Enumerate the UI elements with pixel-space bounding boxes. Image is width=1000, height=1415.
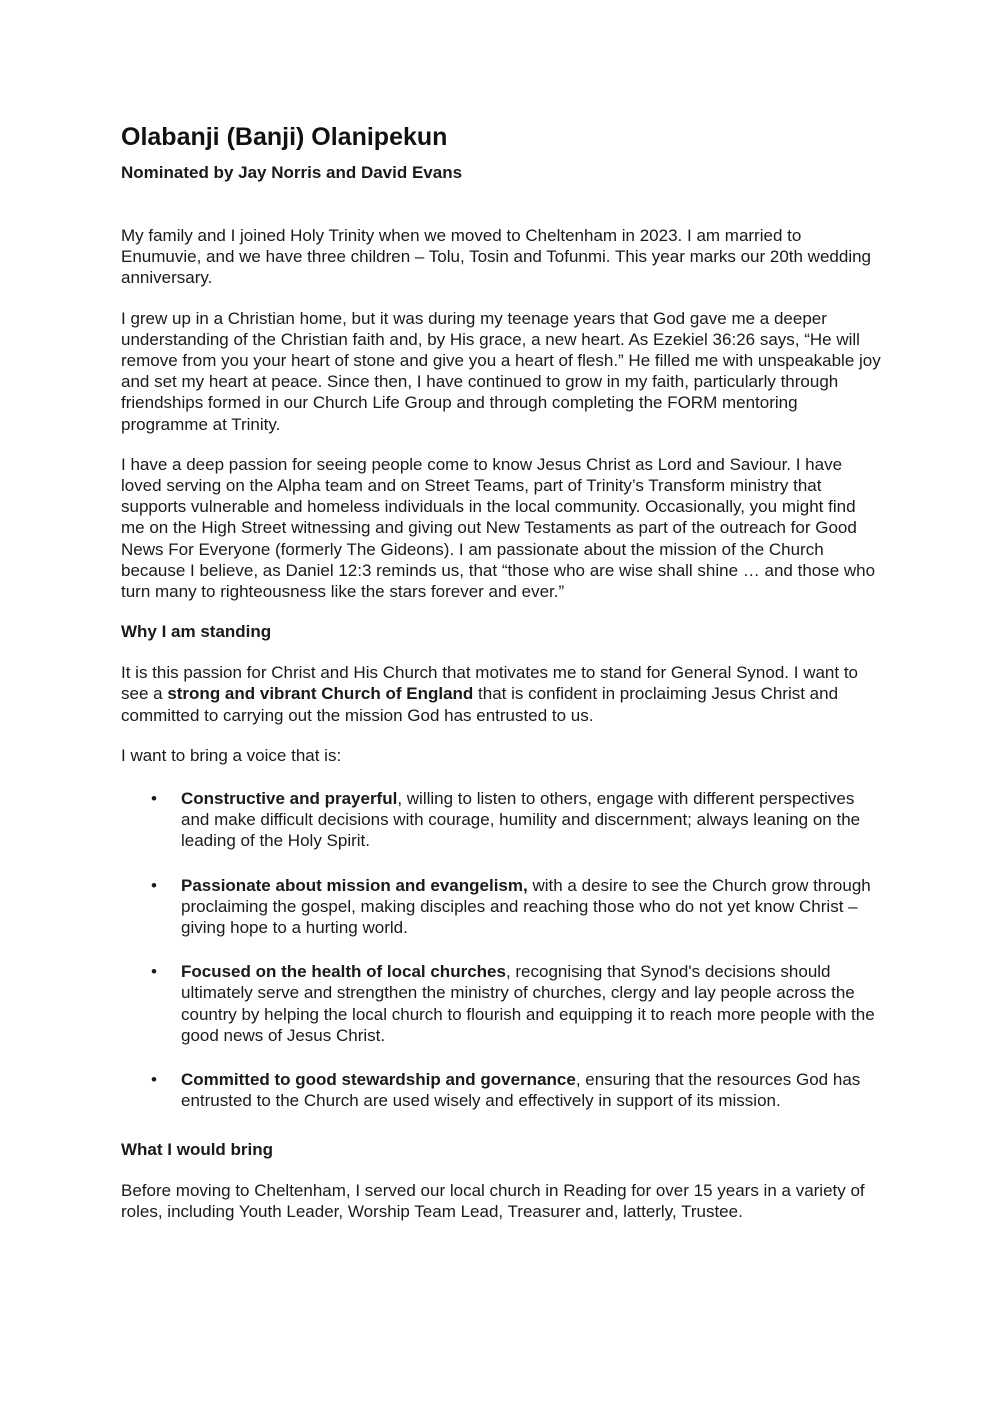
voice-bullet-list xyxy=(121,788,881,1111)
bullet-text: with a desire to see the Church grow through proclaiming the gospel, making disciples and reaching those who do not yet know Christ – giving hope to a hurting world. xyxy=(181,875,871,938)
intro-paragraph: My family and I joined Holy Trinity when we moved to Cheltenham in 2023. I am married to Enumuvie, and we have three children – Tolu, Tosin and Tofunmi. This year marks our 20th wedding anniversary. xyxy=(121,226,872,288)
document-page xyxy=(121,118,881,1222)
bullet-bold: Focused on the health of local churches xyxy=(181,962,506,982)
bullet-bold: Committed to good stewardship and governance xyxy=(181,1070,576,1090)
bullet-text: , ensuring that the resources God has entrusted to the Church are used wisely and effectively in support of its mission. xyxy=(181,1070,861,1111)
voice-intro: I want to bring a voice that is: xyxy=(121,745,342,765)
why-text-bold: strong and vibrant Church of England xyxy=(167,684,474,704)
list-item xyxy=(121,788,881,852)
list-item xyxy=(121,1069,881,1111)
bullet-icon: • xyxy=(151,875,157,895)
bullet-text: , recognising that Synod's decisions should ultimately serve and strengthen the ministry of churches, clergy and lay people across the country by helping the local church to flourish and equipping it to reach more people with the good news of Jesus Christ. xyxy=(181,962,875,1045)
bullet-icon: • xyxy=(151,962,157,982)
faith-paragraph: I grew up in a Christian home, but it was during my teenage years that God gave me a deeper understanding of the Christian faith and, by His grace, a new heart. As Ezekiel 36:26 says, “He will remove from you your heart of stone and give you a heart of flesh.” He filled me with unspeakable joy and set my heart at peace. Since then, I have continued to grow in my faith, particularly through friendships formed in our Church Life Group and through completing the FORM mentoring programme at Trinity. xyxy=(121,308,881,434)
what-bring-heading: What I would bring xyxy=(121,1139,274,1159)
bullet-bold: Passionate about mission and evangelism, xyxy=(181,875,528,895)
bullet-icon: • xyxy=(151,1070,157,1090)
what-bring-paragraph: Before moving to Cheltenham, I served our local church in Reading for over 15 years in a variety of roles, including Youth Leader, Worship Team Lead, Treasurer and, latterly, Trustee. xyxy=(121,1180,865,1221)
list-item xyxy=(121,875,881,939)
why-text-start: It is this passion for Christ and His Church that motivates me to stand for General Synod. I want to see a xyxy=(121,663,859,704)
why-standing-paragraph xyxy=(121,662,881,726)
bullet-icon: • xyxy=(151,789,157,809)
list-item xyxy=(121,961,881,1046)
why-standing-heading: Why I am standing xyxy=(121,622,272,642)
bullet-text: , willing to listen to others, engage with different perspectives and make difficult decisions with courage, humility and discernment; always leaning on the leading of the Holy Spirit. xyxy=(181,789,861,851)
candidate-name: Olabanji (Banji) Olanipekun xyxy=(121,123,448,151)
bullet-bold: Constructive and prayerful xyxy=(181,789,398,809)
passion-paragraph: I have a deep passion for seeing people come to know Jesus Christ as Lord and Saviour. I have loved serving on the Alpha team and on Street Teams, part of Trinity’s Transform ministry that supports vulnerable and homeless individuals in the local community. Occasionally, you might find me on the High Street witnessing and giving out New Testaments as part of the outreach for Good News For Everyone (formerly The Gideons). I am passionate about the mission of the Church because I believe, as Daniel 12:3 reminds us, that “those who are wise shall shine … and those who turn many to righteousness like the stars forever and ever.” xyxy=(121,454,876,602)
why-text-end: that is confident in proclaiming Jesus Christ and committed to carrying out the mission God has entrusted to us. xyxy=(121,684,839,725)
nominated-by: Nominated by Jay Norris and David Evans xyxy=(121,163,463,182)
